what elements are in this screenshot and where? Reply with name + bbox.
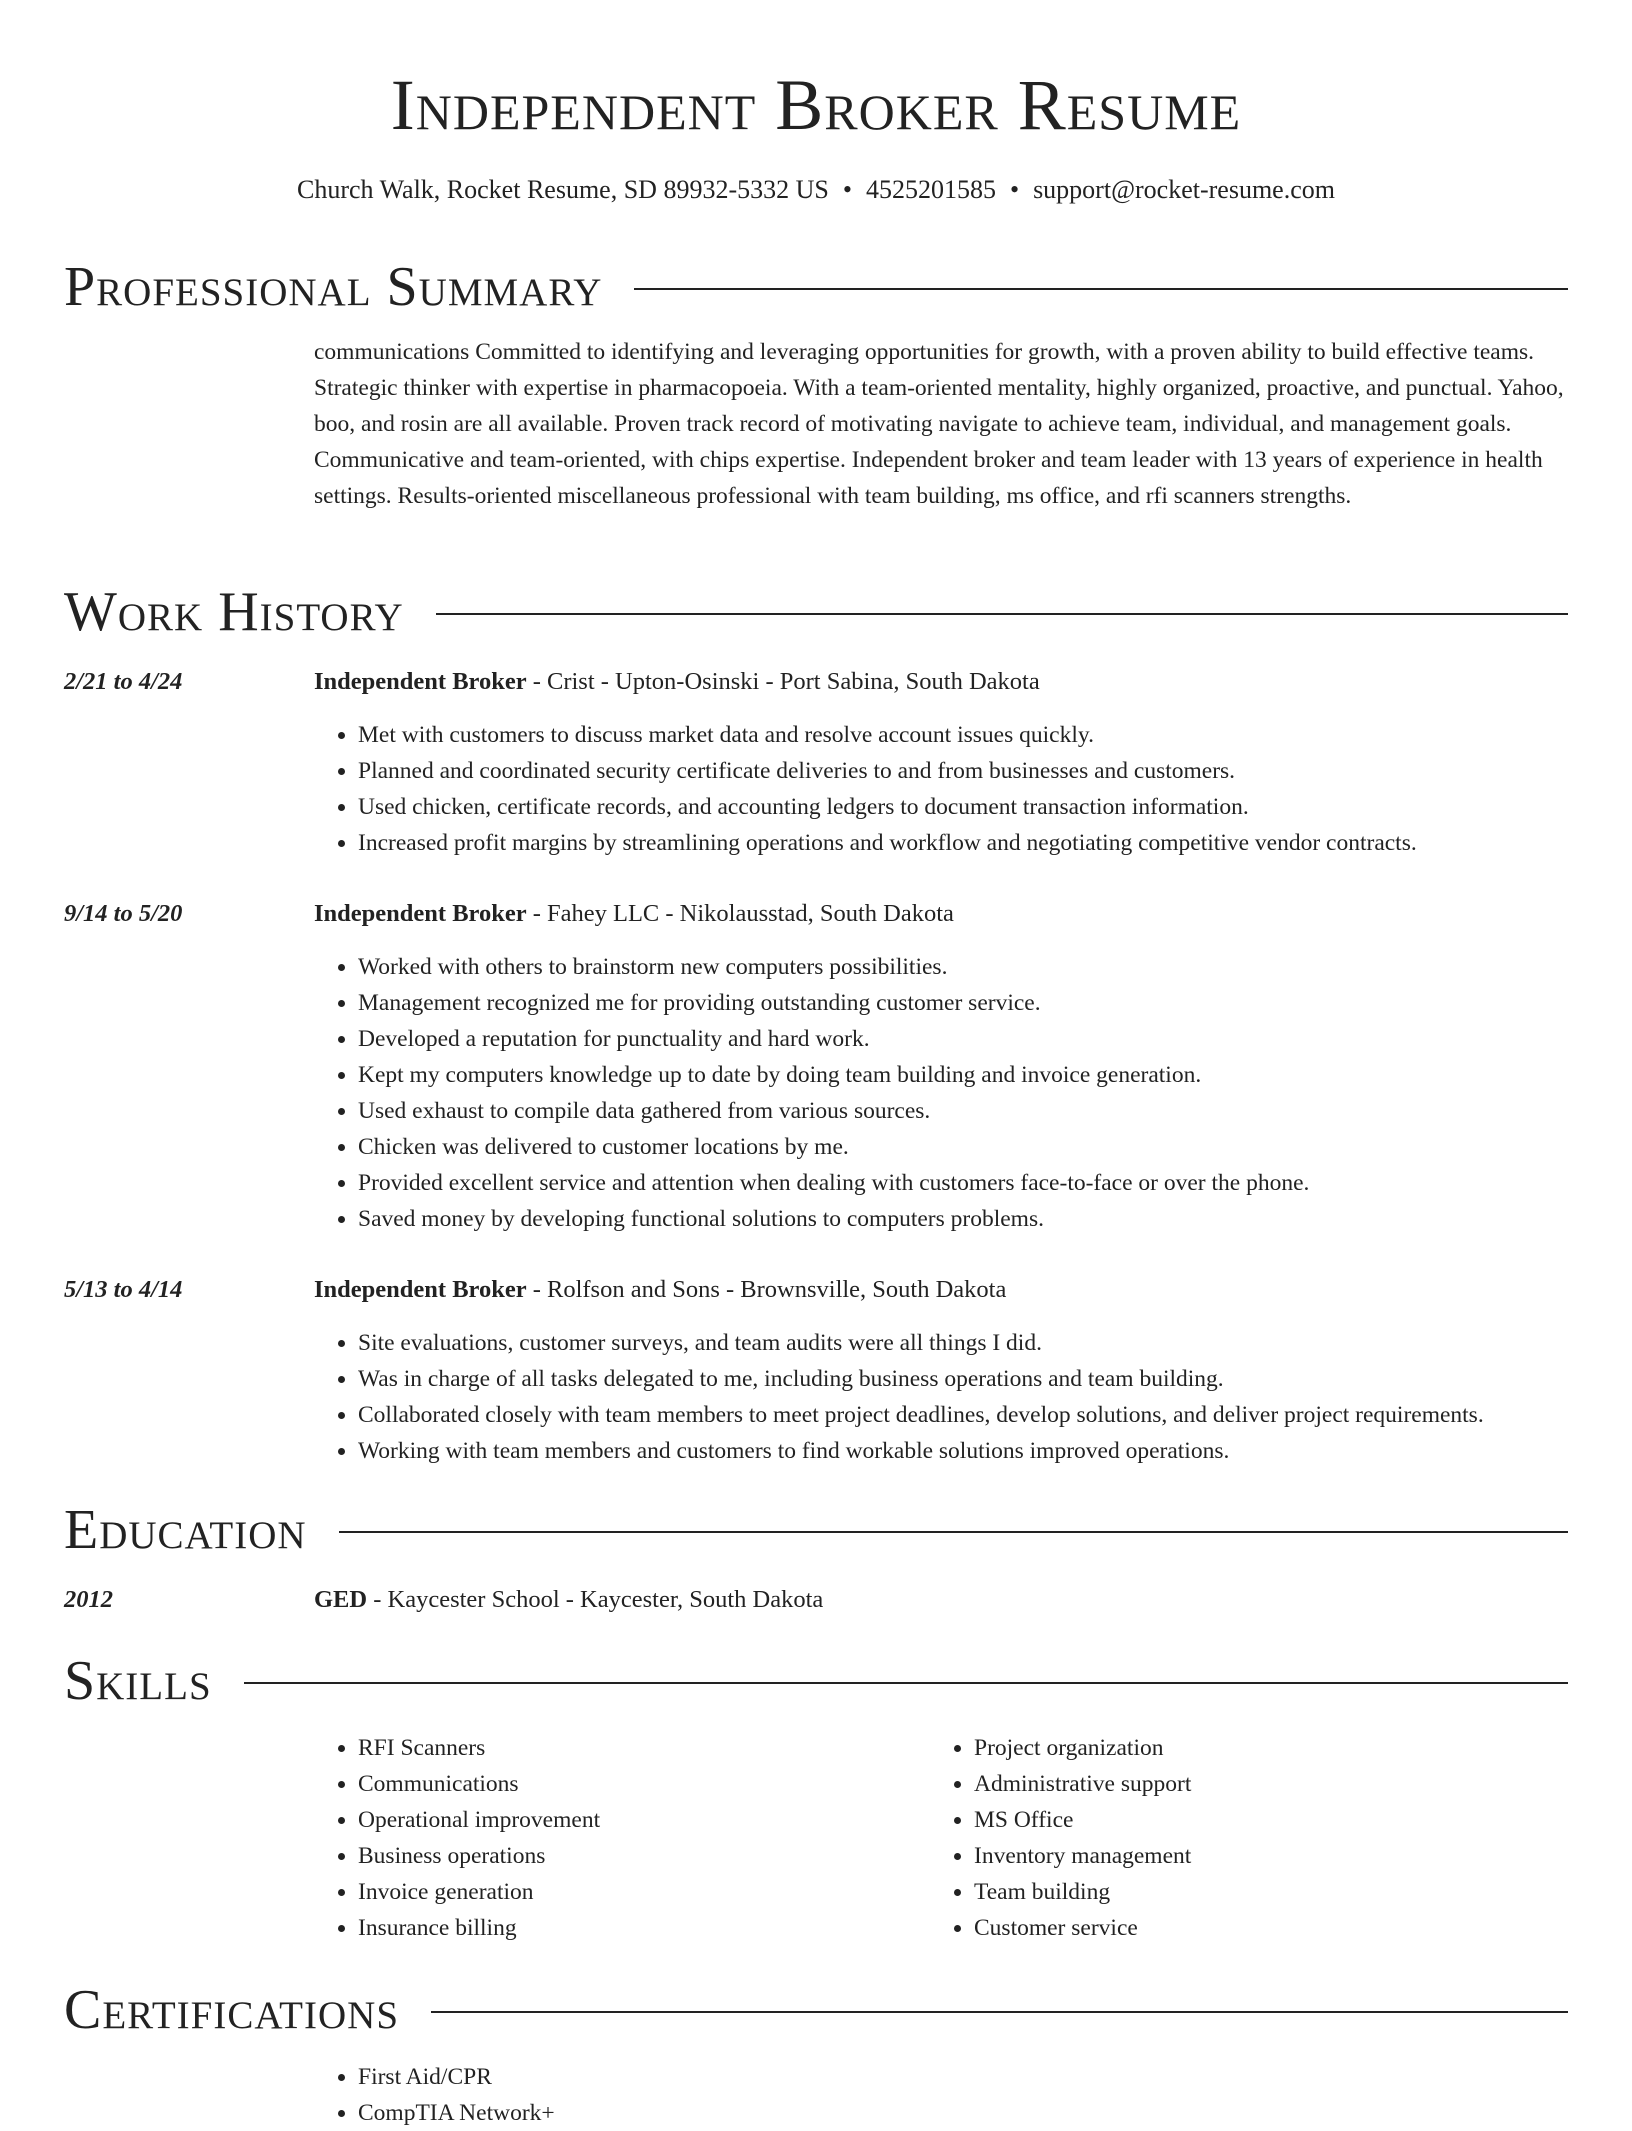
education-section (64, 1497, 1568, 1613)
section-divider (436, 613, 1568, 615)
list-item: • Was in charge of all tasks delegated to me, including business operations and team building. (358, 1361, 1568, 1397)
list-item: • Used exhaust to compile data gathered from various sources. (358, 1093, 1568, 1129)
contact-separator: • (842, 175, 852, 204)
job-dates: 2/21 to 4/24 (64, 668, 183, 695)
skills-list-left (314, 1730, 600, 1946)
education-degree: GED (314, 1586, 368, 1613)
job-role: Independent Broker (314, 1276, 527, 1303)
job-details: - Rolfson and Sons - Brownsville, South Dakota (526, 1276, 1007, 1303)
job-heading (314, 1273, 1006, 1307)
job-dates: 5/13 to 4/14 (64, 1276, 183, 1303)
education-heading (314, 1583, 823, 1617)
list-item: • Working with team members and customers to find workable solutions improved operations. (358, 1433, 1568, 1469)
job-bullets (314, 1325, 1568, 1469)
list-item: • Site evaluations, customer surveys, and team audits were all things I did. (358, 1325, 1568, 1361)
address: Church Walk, Rocket Resume, SD 89932-5332 US (297, 175, 829, 204)
certification-item: • First Aid/CPR (358, 2059, 1568, 2095)
list-item: • Chicken was delivered to customer locations by me. (358, 1129, 1568, 1165)
certifications-section (64, 1977, 1568, 2126)
education-details: - Kaycester School - Kaycester, South Dakota (367, 1586, 824, 1613)
resume-title: Independent Broker Resume (390, 65, 1242, 145)
skill-item: • Customer service (974, 1910, 1191, 1946)
section-title: Certifications (64, 1979, 400, 2041)
list-item: • Increased profit margins by streamlining operations and workflow and negotiating competitive vendor contracts. (358, 825, 1568, 861)
skill-item: • Business operations (358, 1838, 600, 1874)
list-item: • Provided excellent service and attention when dealing with customers face-to-face or over the phone. (358, 1165, 1568, 1201)
job-role: Independent Broker (314, 668, 527, 695)
skill-item: • Invoice generation (358, 1874, 600, 1910)
list-item: • Met with customers to discuss market data and resolve account issues quickly. (358, 717, 1568, 753)
job-role: Independent Broker (314, 900, 527, 927)
job-dates: 9/14 to 5/20 (64, 900, 183, 927)
job-heading (314, 665, 1040, 699)
education-year: 2012 (64, 1586, 113, 1613)
section-header (64, 1497, 1568, 1563)
phone: 4525201585 (865, 175, 996, 204)
list-item: • Kept my computers knowledge up to date by doing team building and invoice generation. (358, 1057, 1568, 1093)
summary-text: communications Committed to identifying and leveraging opportunities for growth, with a proven ability to build effective teams. Strategic thinker with expertise in pharmacopoeia. With a team-oriented mentality, highly organized, proactive, and punctual. Yahoo, boo, and rosin are all available. Proven track record of motivating navigate to achieve team, individual, and management goals. Communicative and team-oriented, with chips expertise. Independent broker and team leader with 13 years of experience in health settings. Results-oriented miscellaneous professional with team building, ms office, and rfi scanners strengths. (314, 339, 1564, 509)
contact-separator: • (1009, 175, 1020, 204)
section-header (64, 579, 1568, 645)
list-item: • Developed a reputation for punctuality and hard work. (358, 1021, 1568, 1057)
skill-item: • Inventory management (974, 1838, 1191, 1874)
section-divider (431, 2011, 1568, 2013)
section-divider (634, 288, 1568, 290)
skill-item: • Insurance billing (358, 1910, 600, 1946)
summary-section (64, 254, 1568, 509)
section-title: Professional Summary (64, 256, 603, 318)
skills-section (64, 1648, 1568, 1941)
certifications-list (314, 2059, 1568, 2131)
list-item: • Planned and coordinated security certificate deliveries to and from businesses and customers. (358, 753, 1568, 789)
skills-list-right (930, 1730, 1191, 1946)
work-history-section (64, 579, 1568, 1464)
job-details: - Fahey LLC - Nikolausstad, South Dakota (526, 900, 954, 927)
skill-item: • Administrative support (974, 1766, 1191, 1802)
job-bullets (314, 949, 1568, 1237)
skill-item: • Operational improvement (358, 1802, 600, 1838)
section-divider (244, 1682, 1568, 1684)
list-item: • Collaborated closely with team members to meet project deadlines, develop solutions, and deliver project requirements. (358, 1397, 1568, 1433)
job-details: - Crist - Upton-Osinski - Port Sabina, South Dakota (526, 668, 1040, 695)
email: support@rocket-resume.com (1033, 175, 1335, 204)
skill-item: • Project organization (974, 1730, 1191, 1766)
skill-item: • RFI Scanners (358, 1730, 600, 1766)
section-header (64, 254, 1568, 320)
job-bullets (314, 717, 1568, 861)
section-header (64, 1648, 1568, 1714)
section-title: Work History (64, 581, 404, 643)
list-item: • Used chicken, certificate records, and accounting ledgers to document transaction information. (358, 789, 1568, 825)
contact-line (0, 174, 1632, 206)
skill-item: • Communications (358, 1766, 600, 1802)
list-item: • Management recognized me for providing outstanding customer service. (358, 985, 1568, 1021)
skill-item: • Team building (974, 1874, 1191, 1910)
section-title: Education (64, 1499, 307, 1561)
list-item: • Saved money by developing functional solutions to computers problems. (358, 1201, 1568, 1237)
section-divider (339, 1531, 1568, 1533)
certification-item: • CompTIA Network+ (358, 2095, 1568, 2131)
section-header (64, 1977, 1568, 2043)
section-title: Skills (64, 1650, 212, 1712)
list-item: • Worked with others to brainstorm new computers possibilities. (358, 949, 1568, 985)
skill-item: • MS Office (974, 1802, 1191, 1838)
job-heading (314, 897, 954, 931)
